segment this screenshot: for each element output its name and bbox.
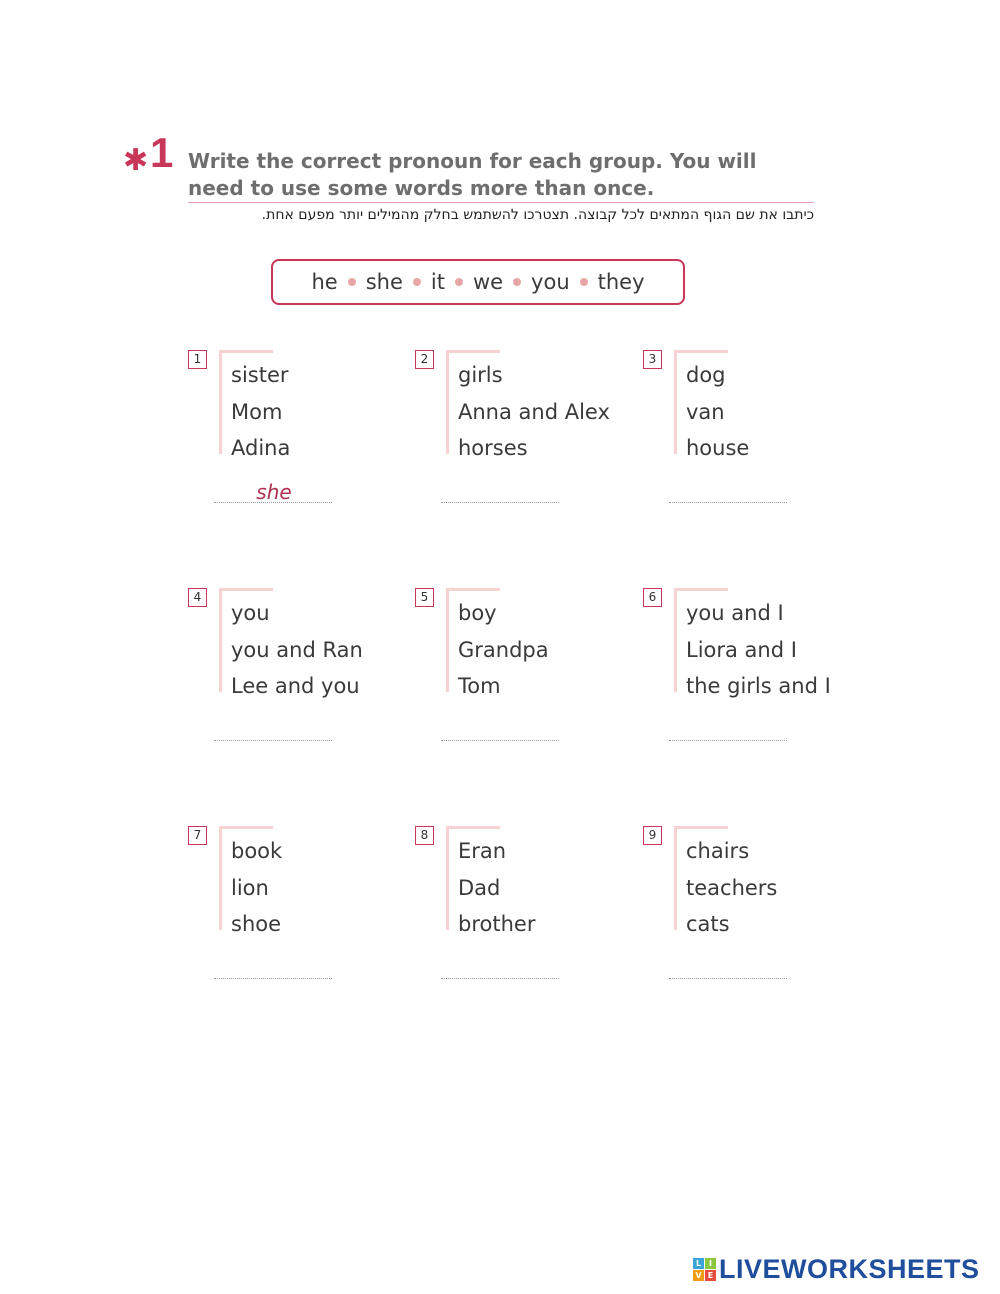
answer-field[interactable] [669, 978, 787, 979]
item-number: 1 [188, 350, 207, 369]
pronoun-group-2 [415, 350, 645, 520]
pronoun-group-5 [415, 588, 645, 758]
item-number: 5 [415, 588, 434, 607]
separator-dot-icon [580, 278, 588, 286]
word-list [231, 357, 290, 467]
word-list-item: boy [458, 601, 497, 625]
pronoun-group-9 [643, 826, 873, 996]
item-number: 8 [415, 826, 434, 845]
logo-icon-letter: L [693, 1258, 704, 1269]
logo-icon [693, 1258, 716, 1281]
word-bank [271, 259, 685, 305]
word-list-item: horses [458, 436, 528, 460]
word-list [458, 595, 549, 705]
word-list-item: you and I [686, 601, 784, 625]
logo-text: LIVEWORKSHEETS [719, 1254, 980, 1284]
answer-field[interactable] [441, 502, 559, 503]
instruction-divider [188, 202, 814, 203]
pronoun-group-6 [643, 588, 873, 758]
word-list-item: dog [686, 363, 726, 387]
pronoun-group-3 [643, 350, 873, 520]
word-list-item: chairs [686, 839, 750, 863]
word-list [231, 833, 282, 943]
item-number: 2 [415, 350, 434, 369]
word-bank-word: they [597, 270, 645, 294]
answer-field[interactable] [214, 502, 332, 503]
word-bank-word: you [531, 270, 570, 294]
word-list-item: house [686, 436, 750, 460]
word-list-item: Grandpa [458, 637, 549, 662]
separator-dot-icon [513, 278, 521, 286]
answer-field[interactable] [441, 978, 559, 979]
word-list-item: van [686, 399, 725, 424]
word-bank-word: she [365, 270, 403, 294]
word-list-item: Eran [458, 839, 507, 863]
pronoun-group-7 [188, 826, 418, 996]
item-number: 4 [188, 588, 207, 607]
word-list [458, 833, 535, 943]
word-list [686, 595, 831, 705]
answer-field[interactable] [669, 502, 787, 503]
liveworksheets-logo[interactable] [693, 1254, 980, 1285]
word-list-item: you [231, 601, 270, 625]
word-list [686, 833, 777, 943]
item-number: 9 [643, 826, 662, 845]
logo-icon-letter: E [705, 1270, 716, 1281]
word-list-item: Mom [231, 399, 283, 424]
separator-dot-icon [348, 278, 356, 286]
word-list-item: Adina [231, 436, 291, 460]
word-list-item: the girls and I [686, 674, 831, 698]
word-list-item: you and Ran [231, 637, 363, 662]
item-number: 6 [643, 588, 662, 607]
word-list-item: book [231, 839, 283, 863]
word-bank-word: he [311, 270, 338, 294]
word-list-item: lion [231, 875, 269, 900]
exercise-instruction: Write the correct pronoun for each group. You will need to use some words more than once. [188, 149, 757, 200]
word-list-item: teachers [686, 875, 778, 900]
answer-field[interactable] [441, 740, 559, 741]
exercise-instruction-hebrew: כיתבו את שם הגוף המתאים לכל קבוצה. תצטרכו להשתמש בחלק מהמילים יותר מפעם אחת. [261, 207, 814, 223]
word-list-item: girls [458, 363, 503, 387]
word-list-item: Liora and I [686, 637, 797, 662]
word-bank-word: we [472, 270, 504, 294]
item-number: 3 [643, 350, 662, 369]
word-list [231, 595, 363, 705]
pronoun-group-4 [188, 588, 418, 758]
word-list [686, 357, 749, 467]
exercise-star-icon: ✱ [123, 143, 149, 178]
pronoun-group-8 [415, 826, 645, 996]
pronoun-group-1 [188, 350, 418, 520]
separator-dot-icon [455, 278, 463, 286]
answer-text: she [256, 480, 292, 504]
answer-field[interactable] [669, 740, 787, 741]
word-list-item: brother [458, 912, 536, 936]
answer-field[interactable] [214, 978, 332, 979]
logo-icon-letter: I [705, 1258, 716, 1269]
logo-icon-letter: V [693, 1270, 704, 1281]
word-list-item: cats [686, 912, 730, 936]
word-list-item: Lee and you [231, 674, 360, 698]
exercise-number: 1 [150, 129, 174, 176]
word-list-item: Anna and Alex [458, 399, 610, 424]
separator-dot-icon [413, 278, 421, 286]
word-list-item: sister [231, 363, 289, 387]
word-list-item: Tom [458, 674, 501, 698]
word-list-item: shoe [231, 912, 282, 936]
word-list [458, 357, 610, 467]
word-list-item: Dad [458, 875, 501, 900]
answer-field[interactable] [214, 740, 332, 741]
word-bank-word: it [430, 270, 445, 294]
item-number: 7 [188, 826, 207, 845]
